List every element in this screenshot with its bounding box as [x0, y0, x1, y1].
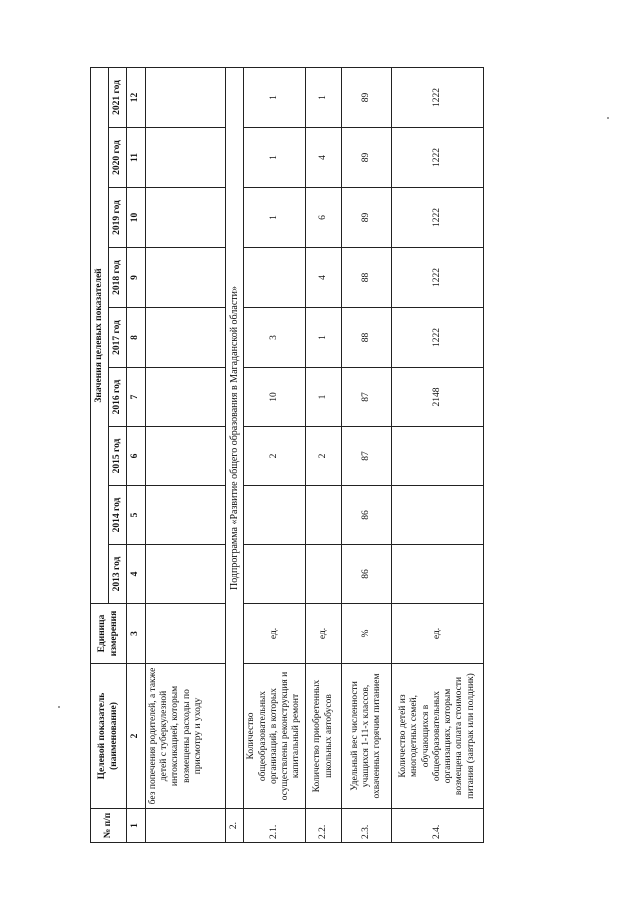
table-row: [342, 67, 392, 842]
row-unit: %: [342, 604, 392, 664]
row-value: [392, 486, 484, 545]
column-number: 6: [127, 427, 146, 486]
carry-over-row: [146, 67, 226, 842]
column-number: 4: [127, 545, 146, 604]
column-number: 2: [127, 664, 146, 809]
row-value: 3: [244, 308, 306, 368]
row-value: 2148: [392, 368, 484, 427]
row-value: 86: [342, 486, 392, 545]
indicators-table: [90, 67, 484, 843]
column-number: 11: [127, 128, 146, 188]
row-value: 87: [342, 427, 392, 486]
section-num: 2.: [226, 809, 244, 843]
row-value: 89: [342, 128, 392, 188]
row-value: 1: [306, 308, 342, 368]
row-value: 1: [244, 128, 306, 188]
row-value: 89: [342, 67, 392, 127]
row-value: [392, 545, 484, 604]
row-value: 87: [342, 368, 392, 427]
row-value: 1: [244, 67, 306, 127]
row-value: 10: [244, 368, 306, 427]
header-unit: Единица измерения: [91, 604, 127, 664]
row-value: 2: [306, 427, 342, 486]
header-year: 2013 год: [109, 545, 127, 604]
row-value: 1222: [392, 248, 484, 308]
column-number: 8: [127, 308, 146, 368]
row-value: 88: [342, 248, 392, 308]
row-value: 86: [342, 545, 392, 604]
row-value: 4: [306, 248, 342, 308]
scan-speck: [607, 117, 609, 119]
row-unit: ед.: [306, 604, 342, 664]
header-year: 2017 год: [109, 308, 127, 368]
column-number: 3: [127, 604, 146, 664]
row-value: 6: [306, 188, 342, 248]
row-value: [306, 545, 342, 604]
header-year: 2018 год: [109, 248, 127, 308]
row-value: 4: [306, 128, 342, 188]
row-num: 2.1.: [244, 809, 306, 843]
header-values: Значения целевых показателей: [91, 67, 109, 603]
row-value: 88: [342, 308, 392, 368]
header-year: 2016 год: [109, 368, 127, 427]
header-year: 2019 год: [109, 188, 127, 248]
column-number: 5: [127, 486, 146, 545]
column-number: 7: [127, 368, 146, 427]
header-year: 2021 год: [109, 67, 127, 127]
column-number: 12: [127, 67, 146, 127]
row-value: 1222: [392, 308, 484, 368]
column-number: 9: [127, 248, 146, 308]
column-number: 10: [127, 188, 146, 248]
scan-speck: [58, 706, 60, 708]
column-number: 1: [127, 809, 146, 843]
row-value: 1222: [392, 67, 484, 127]
row-value: 1: [306, 67, 342, 127]
row-value: 1: [306, 368, 342, 427]
row-unit: ед.: [392, 604, 484, 664]
section-row: [226, 67, 244, 842]
table-row: [244, 67, 306, 842]
row-name: Количество приобретенных школьных автобусов: [306, 664, 342, 809]
header-year: 2020 год: [109, 128, 127, 188]
column-number-row: [127, 67, 146, 842]
row-value: [244, 545, 306, 604]
section-title: Подпрограмма «Развитие общего образования в Магаданской области»: [226, 67, 244, 808]
table-row: [392, 67, 484, 842]
row-num: 2.2.: [306, 809, 342, 843]
header-name: Целевой показатель (наименование): [91, 664, 127, 809]
row-value: 1222: [392, 188, 484, 248]
row-value: 1: [244, 188, 306, 248]
header-year: 2015 год: [109, 427, 127, 486]
row-value: [244, 248, 306, 308]
row-value: [392, 427, 484, 486]
header-num: № п/п: [91, 809, 127, 843]
row-name: Количество детей из многодетных семей, обучающихся в общеобразовательных организациях, которым возмещена оплата стоимости питания (завтрак или полдник): [392, 664, 484, 809]
carry-over-name: без попечения родителей, а также детей с туберкулезной интоксикацией, которым возмещены расходы по присмотру и уходу: [146, 664, 226, 809]
header-year: 2014 год: [109, 486, 127, 545]
rotated-page: [90, 68, 500, 843]
row-value: 1222: [392, 128, 484, 188]
row-name: Количество общеобразовательных организаций, в которых осуществлены реконструкция и капитальный ремонт: [244, 664, 306, 809]
row-unit: ед.: [244, 604, 306, 664]
row-num: 2.3.: [342, 809, 392, 843]
row-value: [244, 486, 306, 545]
row-value: 89: [342, 188, 392, 248]
row-num: 2.4.: [392, 809, 484, 843]
table-row: [306, 67, 342, 842]
row-value: 2: [244, 427, 306, 486]
row-value: [306, 486, 342, 545]
row-name: Удельный вес численности учащихся 1-11-х классов, охваченных горячим питанием: [342, 664, 392, 809]
